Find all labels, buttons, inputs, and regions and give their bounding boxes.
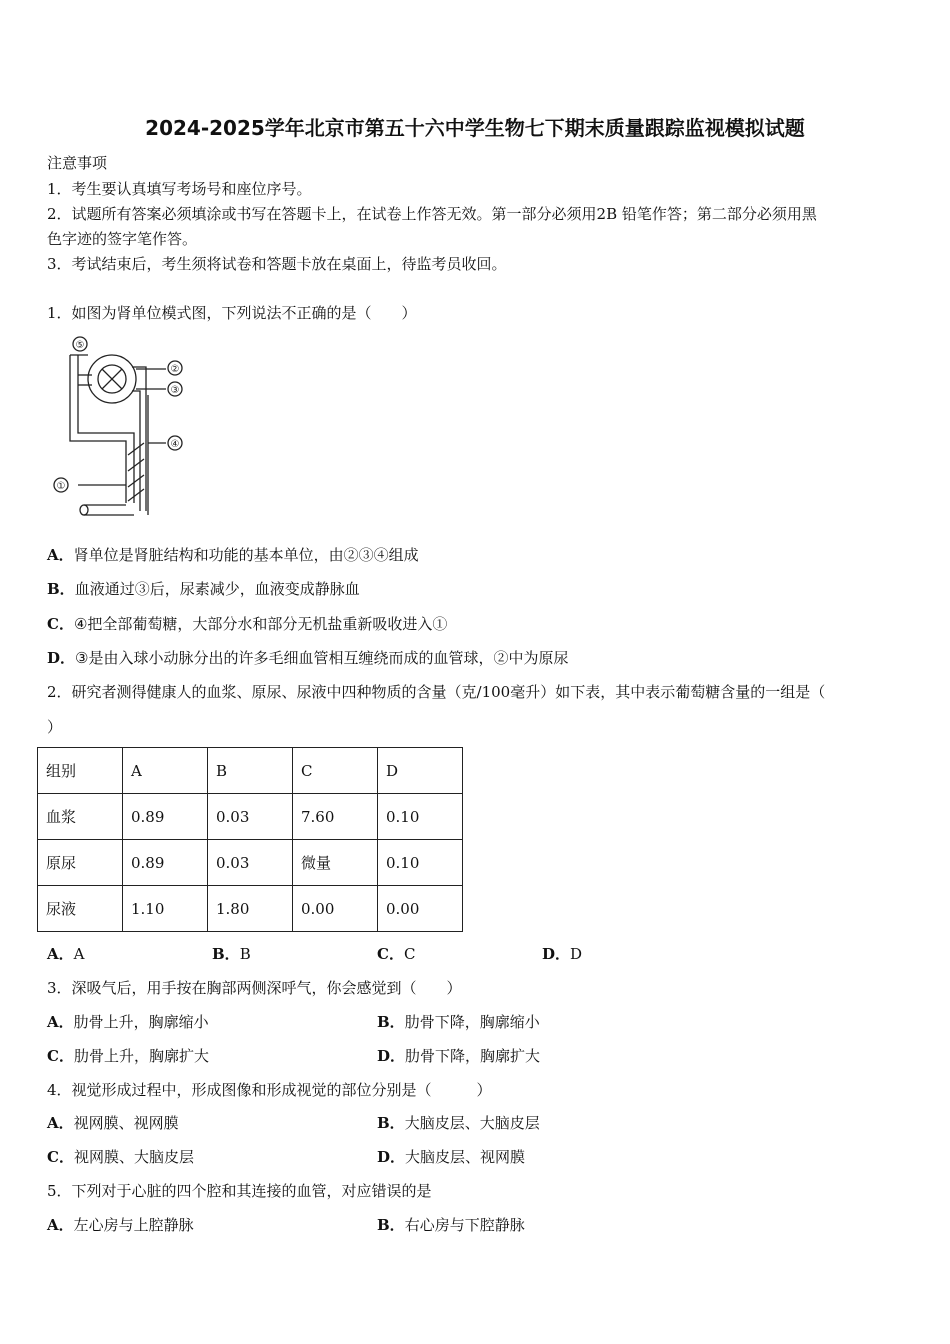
q4-option-a bbox=[47, 1112, 179, 1133]
q3-option-a bbox=[47, 1011, 209, 1032]
q2-option-c bbox=[377, 943, 415, 964]
table-cell: 7.60 bbox=[293, 794, 378, 840]
table-cell: 0.03 bbox=[208, 840, 293, 886]
notice-item: 2．试题所有答案必须填涂或书写在答题卡上，在试卷上作答无效。第一部分必须用2B 铅笔作答；第二部分必须用黑 bbox=[47, 205, 817, 223]
option-letter: A． bbox=[47, 1216, 74, 1234]
q4-option-b bbox=[377, 1112, 540, 1133]
table-cell: 0.89 bbox=[123, 794, 208, 840]
notice-item: 色字迹的签字笔作答。 bbox=[47, 230, 198, 248]
table-cell: 微量 bbox=[293, 840, 378, 886]
option-letter: B． bbox=[212, 945, 240, 963]
label-2: ② bbox=[170, 364, 180, 375]
option-letter: D． bbox=[377, 1148, 406, 1166]
table-cell: C bbox=[293, 748, 378, 794]
option-text: D bbox=[570, 945, 583, 963]
option-letter: B． bbox=[47, 580, 75, 598]
q3-option-d bbox=[377, 1045, 540, 1066]
q4-option-d bbox=[377, 1146, 525, 1167]
option-letter: C． bbox=[377, 945, 404, 963]
q4-option-c bbox=[47, 1146, 194, 1167]
q5-stem: 5．下列对于心脏的四个腔和其连接的血管，对应错误的是 bbox=[47, 1182, 432, 1200]
table-cell: 0.10 bbox=[378, 794, 463, 840]
option-text: 视网膜、视网膜 bbox=[73, 1114, 179, 1132]
q2-option-b bbox=[212, 943, 251, 964]
table-header-row bbox=[38, 748, 463, 794]
option-letter: A． bbox=[47, 546, 74, 564]
data-table bbox=[37, 747, 463, 932]
label-1: ① bbox=[56, 481, 66, 492]
q1-option-c bbox=[47, 613, 447, 634]
option-text: 右心房与下腔静脉 bbox=[404, 1216, 525, 1234]
table-cell: 0.89 bbox=[123, 840, 208, 886]
option-text: 肋骨上升，胸廓扩大 bbox=[73, 1047, 209, 1065]
option-text: B bbox=[239, 945, 251, 963]
table-cell: 0.03 bbox=[208, 794, 293, 840]
option-text: ③是由入球小动脉分出的许多毛细血管相互缠绕而成的血管球，②中为原尿 bbox=[75, 649, 569, 667]
option-text: 大脑皮层、大脑皮层 bbox=[404, 1114, 540, 1132]
table-cell: 原尿 bbox=[38, 840, 123, 886]
label-3: ③ bbox=[170, 385, 180, 396]
notice-heading: 注意事项 bbox=[47, 154, 108, 172]
table-cell: 血浆 bbox=[38, 794, 123, 840]
option-letter: C． bbox=[47, 615, 74, 633]
table-cell: 0.10 bbox=[378, 840, 463, 886]
option-letter: A． bbox=[47, 945, 74, 963]
option-text: 血液通过③后，尿素减少，血液变成静脉血 bbox=[74, 580, 360, 598]
table-row bbox=[38, 794, 463, 840]
q2-option-a bbox=[47, 943, 84, 964]
table-cell: D bbox=[378, 748, 463, 794]
option-text: ④把全部葡萄糖，大部分水和部分无机盐重新吸收进入① bbox=[73, 615, 448, 633]
q5-option-a bbox=[47, 1214, 194, 1235]
q1-option-b bbox=[47, 578, 360, 599]
q4-stem: 4．视觉形成过程中，形成图像和形成视觉的部位分别是（ ） bbox=[47, 1081, 492, 1099]
option-letter: B． bbox=[377, 1216, 405, 1234]
option-text: 大脑皮层、视网膜 bbox=[405, 1148, 526, 1166]
label-4: ④ bbox=[170, 439, 180, 450]
table-cell: 尿液 bbox=[38, 886, 123, 932]
option-text: 肾单位是肾脏结构和功能的基本单位，由②③④组成 bbox=[73, 546, 419, 564]
option-letter: A． bbox=[47, 1114, 74, 1132]
option-text: 肋骨下降，胸廓缩小 bbox=[404, 1013, 540, 1031]
q3-option-b bbox=[377, 1011, 540, 1032]
option-text: A bbox=[73, 945, 85, 963]
table-cell: 组别 bbox=[38, 748, 123, 794]
q1-stem: 1．如图为肾单位模式图，下列说法不正确的是（ ） bbox=[47, 304, 417, 322]
label-5: ⑤ bbox=[75, 340, 85, 351]
notice-item: 1．考生要认真填写考场号和座位序号。 bbox=[47, 180, 312, 198]
table-row bbox=[38, 886, 463, 932]
table-row bbox=[38, 840, 463, 886]
option-letter: D． bbox=[542, 945, 571, 963]
table-cell: 1.10 bbox=[123, 886, 208, 932]
option-text: C bbox=[403, 945, 416, 963]
page-title: 2024-2025学年北京市第五十六中学生物七下期末质量跟踪监视模拟试题 bbox=[145, 116, 805, 140]
table-cell: B bbox=[208, 748, 293, 794]
option-letter: B． bbox=[377, 1013, 405, 1031]
option-letter: C． bbox=[47, 1047, 74, 1065]
option-text: 肋骨上升，胸廓缩小 bbox=[73, 1013, 209, 1031]
option-text: 肋骨下降，胸廓扩大 bbox=[405, 1047, 541, 1065]
table-cell: 0.00 bbox=[378, 886, 463, 932]
q3-stem: 3．深吸气后，用手按在胸部两侧深呼气，你会感觉到（ ） bbox=[47, 979, 462, 997]
q3-option-c bbox=[47, 1045, 209, 1066]
q1-option-d bbox=[47, 647, 568, 668]
q1-option-a bbox=[47, 544, 419, 565]
q2-option-d bbox=[542, 943, 582, 964]
q2-stem: 2．研究者测得健康人的血浆、原尿、尿液中四种物质的含量（克/100毫升）如下表，其中表示葡萄糖含量的一组是（ bbox=[47, 683, 826, 701]
q5-option-b bbox=[377, 1214, 525, 1235]
notice-item: 3．考试结束后，考生须将试卷和答题卡放在桌面上，待监考员收回。 bbox=[47, 255, 507, 273]
nephron-diagram bbox=[48, 333, 198, 523]
option-letter: A． bbox=[47, 1013, 74, 1031]
option-letter: D． bbox=[377, 1047, 406, 1065]
table-cell: 1.80 bbox=[208, 886, 293, 932]
q2-stem-cont: ） bbox=[47, 718, 63, 736]
table-cell: A bbox=[123, 748, 208, 794]
option-text: 左心房与上腔静脉 bbox=[73, 1216, 194, 1234]
option-letter: D． bbox=[47, 649, 76, 667]
option-letter: C． bbox=[47, 1148, 74, 1166]
option-letter: B． bbox=[377, 1114, 405, 1132]
table-cell: 0.00 bbox=[293, 886, 378, 932]
option-text: 视网膜、大脑皮层 bbox=[73, 1148, 194, 1166]
